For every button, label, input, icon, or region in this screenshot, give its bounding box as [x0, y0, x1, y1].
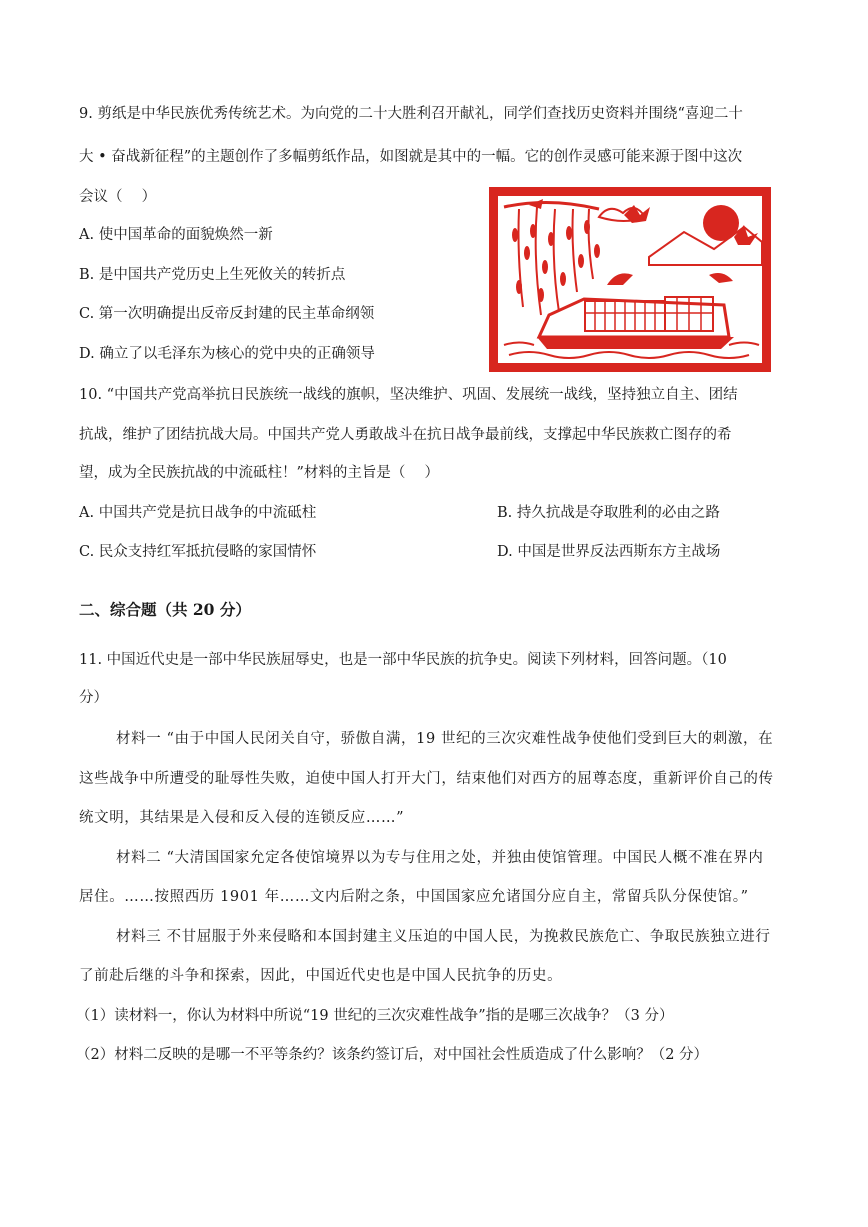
q11-subquestion-2: （2）材料二反映的是哪一不平等条约？该条约签订后，对中国社会性质造成了什么影响？（2 分）: [76, 1047, 709, 1063]
q10-stem-line-3: 望，成为全民族抗战的中流砥柱！”材料的主旨是（ ）: [79, 465, 440, 481]
material-1-line-1: 材料一 “由于中国人民闭关自守，骄傲自满，19 世纪的三次灾难性战争使他们受到巨大的刺激，在: [116, 731, 774, 747]
q11-stem-line-2: 分）: [79, 690, 108, 706]
q9-stem-line-1: 9. 剪纸是中华民族优秀传统艺术。为向党的二十大胜利召开献礼，同学们查找历史资料并围绕“喜迎二十: [79, 106, 743, 122]
q10-option-d: D. 中国是世界反法西斯东方主战场: [497, 544, 721, 560]
q9-option-b: B. 是中国共产党历史上生死攸关的转折点: [79, 267, 346, 283]
q10-stem-line-2: 抗战，维护了团结抗战大局。中国共产党人勇敢战斗在抗日战争最前线，支撑起中华民族救亡图存的希: [79, 427, 732, 443]
section-heading: 二、综合题（共 20 分）: [79, 600, 251, 619]
q10-option-a: A. 中国共产党是抗日战争的中流砥柱: [79, 505, 317, 521]
q9-option-d: D. 确立了以毛泽东为核心的党中央的正确领导: [79, 346, 375, 362]
q9-stem-line-2: 大 • 奋战新征程”的主题创作了多幅剪纸作品，如图就是其中的一幅。它的创作灵感可能来源于图中这次: [79, 149, 743, 165]
material-3-line-1: 材料三 不甘屈服于外来侵略和本国封建主义压迫的中国人民，为挽救民族危亡、争取民族独立进行: [116, 929, 771, 945]
material-2-line-2: 居住。……按照西历 1901 年……文内后附之条，中国国家应允诸国分应自主，常留兵队分保使馆。”: [79, 889, 749, 905]
q11-stem-line-1: 11. 中国近代史是一部中华民族屈辱史，也是一部中华民族的抗争史。阅读下列材料，回答问题。（10: [79, 652, 727, 668]
material-3-line-2: 了前赴后继的斗争和探索，因此，中国近代史也是中国人民抗争的历史。: [79, 968, 563, 984]
q10-option-c: C. 民众支持红军抵抗侵略的家国情怀: [79, 544, 317, 560]
q9-option-a: A. 使中国革命的面貌焕然一新: [79, 227, 273, 243]
q9-option-c: C. 第一次明确提出反帝反封建的民主革命纲领: [79, 306, 375, 322]
material-1-line-2: 这些战争中所遭受的耻辱性失败，迫使中国人打开大门，结束他们对西方的屈尊态度，重新评价自己的传: [79, 771, 774, 787]
q9-stem-line-3: 会议（ ）: [79, 189, 157, 205]
material-1-line-3: 统文明，其结果是入侵和反入侵的连锁反应……”: [79, 810, 405, 826]
q11-subquestion-1: （1）读材料一，你认为材料中所说“19 世纪的三次灾难性战争”指的是哪三次战争？（3 分）: [76, 1008, 674, 1024]
material-2-line-1: 材料二 “大清国国家允定各使馆境界以为专与住用之处，并独由使馆管理。中国民人概不准在界内: [116, 850, 764, 866]
q10-stem-line-1: 10. “中国共产党高举抗日民族统一战线的旗帜，坚决维护、巩固、发展统一战线，坚持独立自主、团结: [79, 387, 738, 403]
papercut-red-boat-image: [489, 187, 771, 372]
q10-option-b: B. 持久抗战是夺取胜利的必由之路: [497, 505, 720, 521]
